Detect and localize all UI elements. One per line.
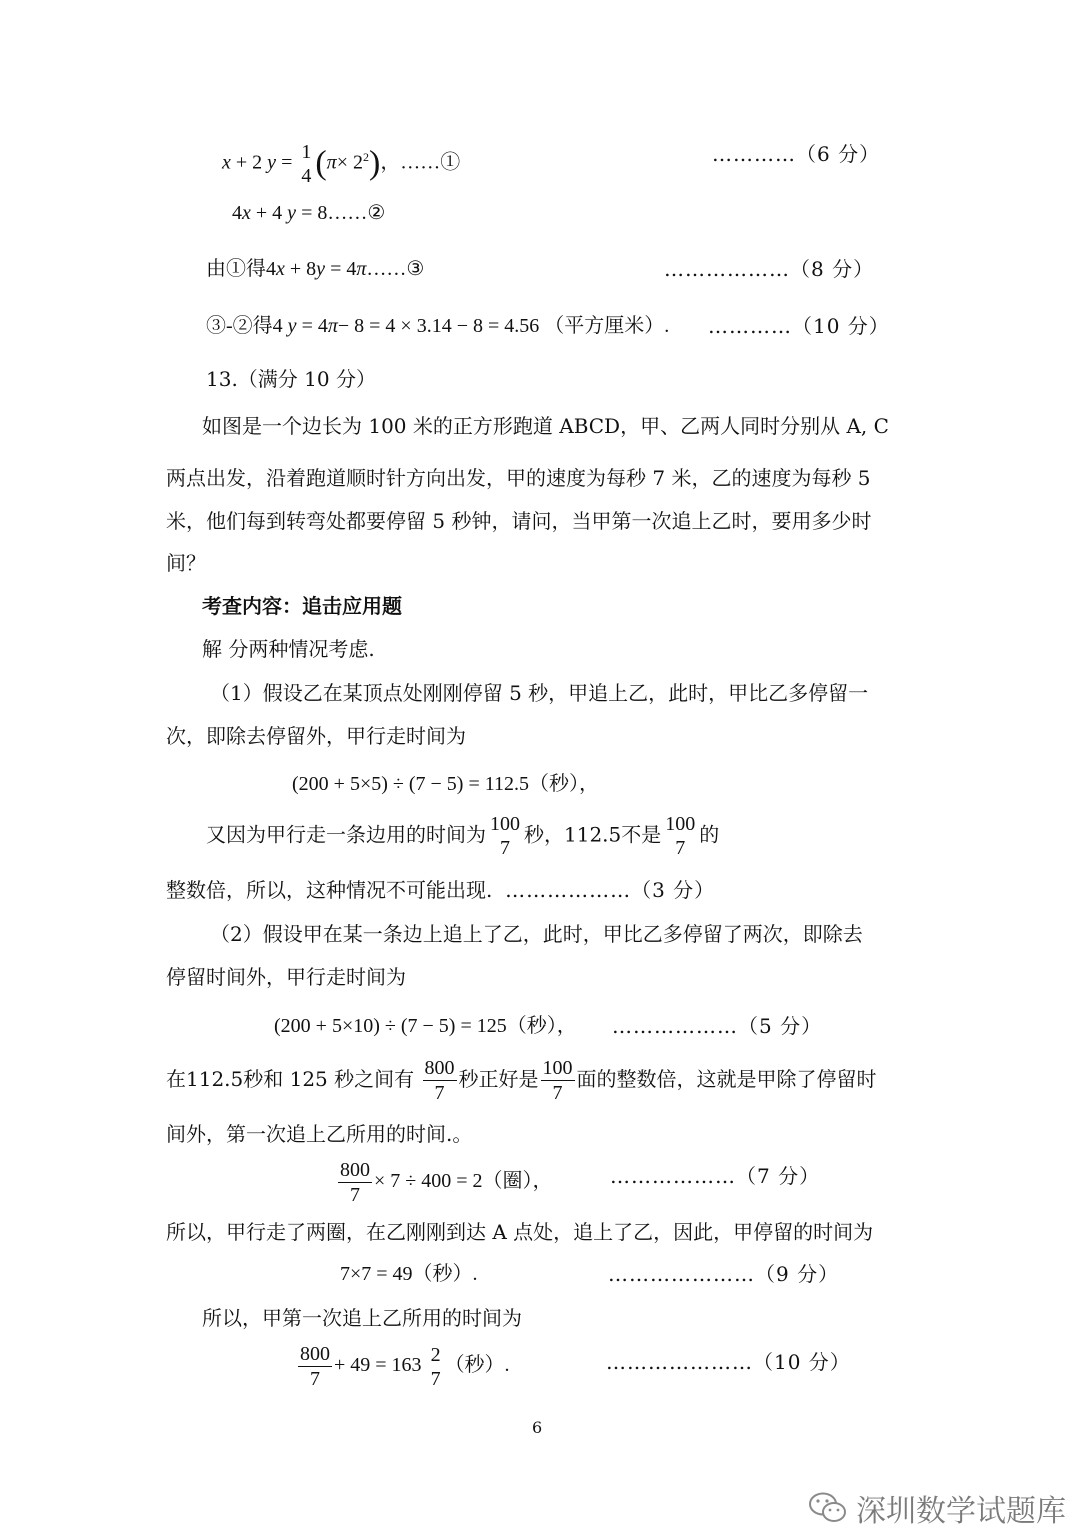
case-1-score: ………………（3 分） (505, 878, 716, 902)
final-score: …………………（10 分） (606, 1350, 851, 1374)
equation-4: ③-②得4 y = 4π− 8 = 4 × 3.14 − 8 = 4.56 （平方厘米）. (206, 315, 670, 337)
case-1-equation: (200 + 5×5) ÷ (7 − 5) = 112.5（秒）， (292, 773, 599, 795)
equation-2: 4x + 4 y = 8……② (232, 202, 386, 224)
equation-1-score: …………（6 分） (712, 142, 881, 166)
equation-1-label: ，……① (380, 151, 461, 174)
case-2-score: ………………（5 分） (612, 1014, 823, 1038)
laps-score: ………………（7 分） (610, 1164, 821, 1188)
fraction-one-quarter: 1 4 (301, 141, 312, 187)
question-stem-line-4: 间？ (166, 551, 206, 575)
fraction-2-7: 2 7 (430, 1343, 441, 1390)
fraction-800-7: $\frac{800}{7}$ (424, 1057, 455, 1104)
fraction-100-7: 100 7 (665, 813, 696, 859)
question-13-title: 13.（满分 10 分） (206, 367, 376, 391)
case-2-line-2: 停留时间外，甲行走时间为 (166, 965, 406, 989)
wechat-icon (808, 1491, 848, 1525)
equation-2-label: ……② (327, 202, 386, 224)
between-line: 在112.5秒和 125 秒之间有 $\frac{800}{7}$ 秒正好是 $\frac{100}{7}$ 面的整数倍，这就是甲除了停留时 (166, 1057, 877, 1104)
stop-time-equation: 7×7 = 49（秒）. (340, 1263, 478, 1285)
case-2-equation: (200 + 5×10) ÷ (7 − 5) = 125（秒）， (274, 1015, 577, 1037)
final-equation: $\frac{800}{7}$ + 49 = 163 2 7 （秒）. (300, 1343, 510, 1390)
stop-time-score: …………………（9 分） (608, 1262, 840, 1286)
equation-3-label: ……③ (366, 258, 425, 280)
fraction-100-7: 100 7 (490, 813, 520, 859)
topic-heading: 考查内容：追击应用题 (202, 594, 402, 618)
equation-4-score: …………（10 分） (708, 314, 890, 338)
laps-conclusion: 所以，甲行走了两圈，在乙刚刚到达 A 点处，追上了乙，因此，甲停留的时间为 (166, 1220, 874, 1244)
equation-3-score: ………………（8 分） (664, 257, 875, 281)
final-intro: 所以，甲第一次追上乙所用的时间为 (202, 1306, 522, 1330)
question-stem-line-3: 米，他们每到转弯处都要停留 5 秒钟，请问，当甲第一次追上乙时，要用多少时 (166, 509, 872, 533)
case-1-note: 又因为甲行走一条边用的时间为 100 7 秒，112.5不是 100 7 的 (206, 813, 720, 859)
case-1-line-2: 次，即除去停留外，甲行走时间为 (166, 724, 466, 748)
case-1-conclusion: 整数倍，所以，这种情况不可能出现. ………………（3 分） (166, 878, 716, 902)
case-2-line-1: （2）假设甲在某一条边上追上了乙，此时，甲比乙多停留了两次，即除去 (210, 922, 863, 946)
watermark (808, 1486, 1066, 1530)
solution-intro: 解 分两种情况考虑. (202, 637, 375, 661)
case-1-line-1: （1）假设乙在某顶点处刚刚停留 5 秒，甲追上乙，此时，甲比乙多停留一 (210, 681, 869, 705)
question-stem-line-1: 如图是一个边长为 100 米的正方形跑道 ABCD，甲、乙两人同时分别从 A, C (202, 414, 889, 438)
watermark-text: 深圳数学试题库 (856, 1494, 1066, 1529)
between-line-2: 间外，第一次追上乙所用的时间.。 (166, 1122, 473, 1146)
fraction-800-7: $\frac{800}{7}$ (300, 1343, 330, 1390)
fraction-100-7: $\frac{100}{7}$ (542, 1057, 573, 1104)
fraction-800-7: $\frac{800}{7}$ (340, 1159, 370, 1206)
question-stem-line-2: 两点出发，沿着跑道顺时针方向出发，甲的速度为每秒 7 米，乙的速度为每秒 5 (166, 466, 871, 490)
equation-1: x + 2 y = 1 4 $(\pi\times 2^2)$，……① (222, 141, 461, 187)
page-number: 6 (532, 1418, 543, 1437)
laps-equation: $\frac{800}{7}$ × 7 ÷ 400 = 2（圈）， (340, 1159, 553, 1206)
equation-3: 由①得4x + 8y = 4π……③ (206, 258, 425, 280)
